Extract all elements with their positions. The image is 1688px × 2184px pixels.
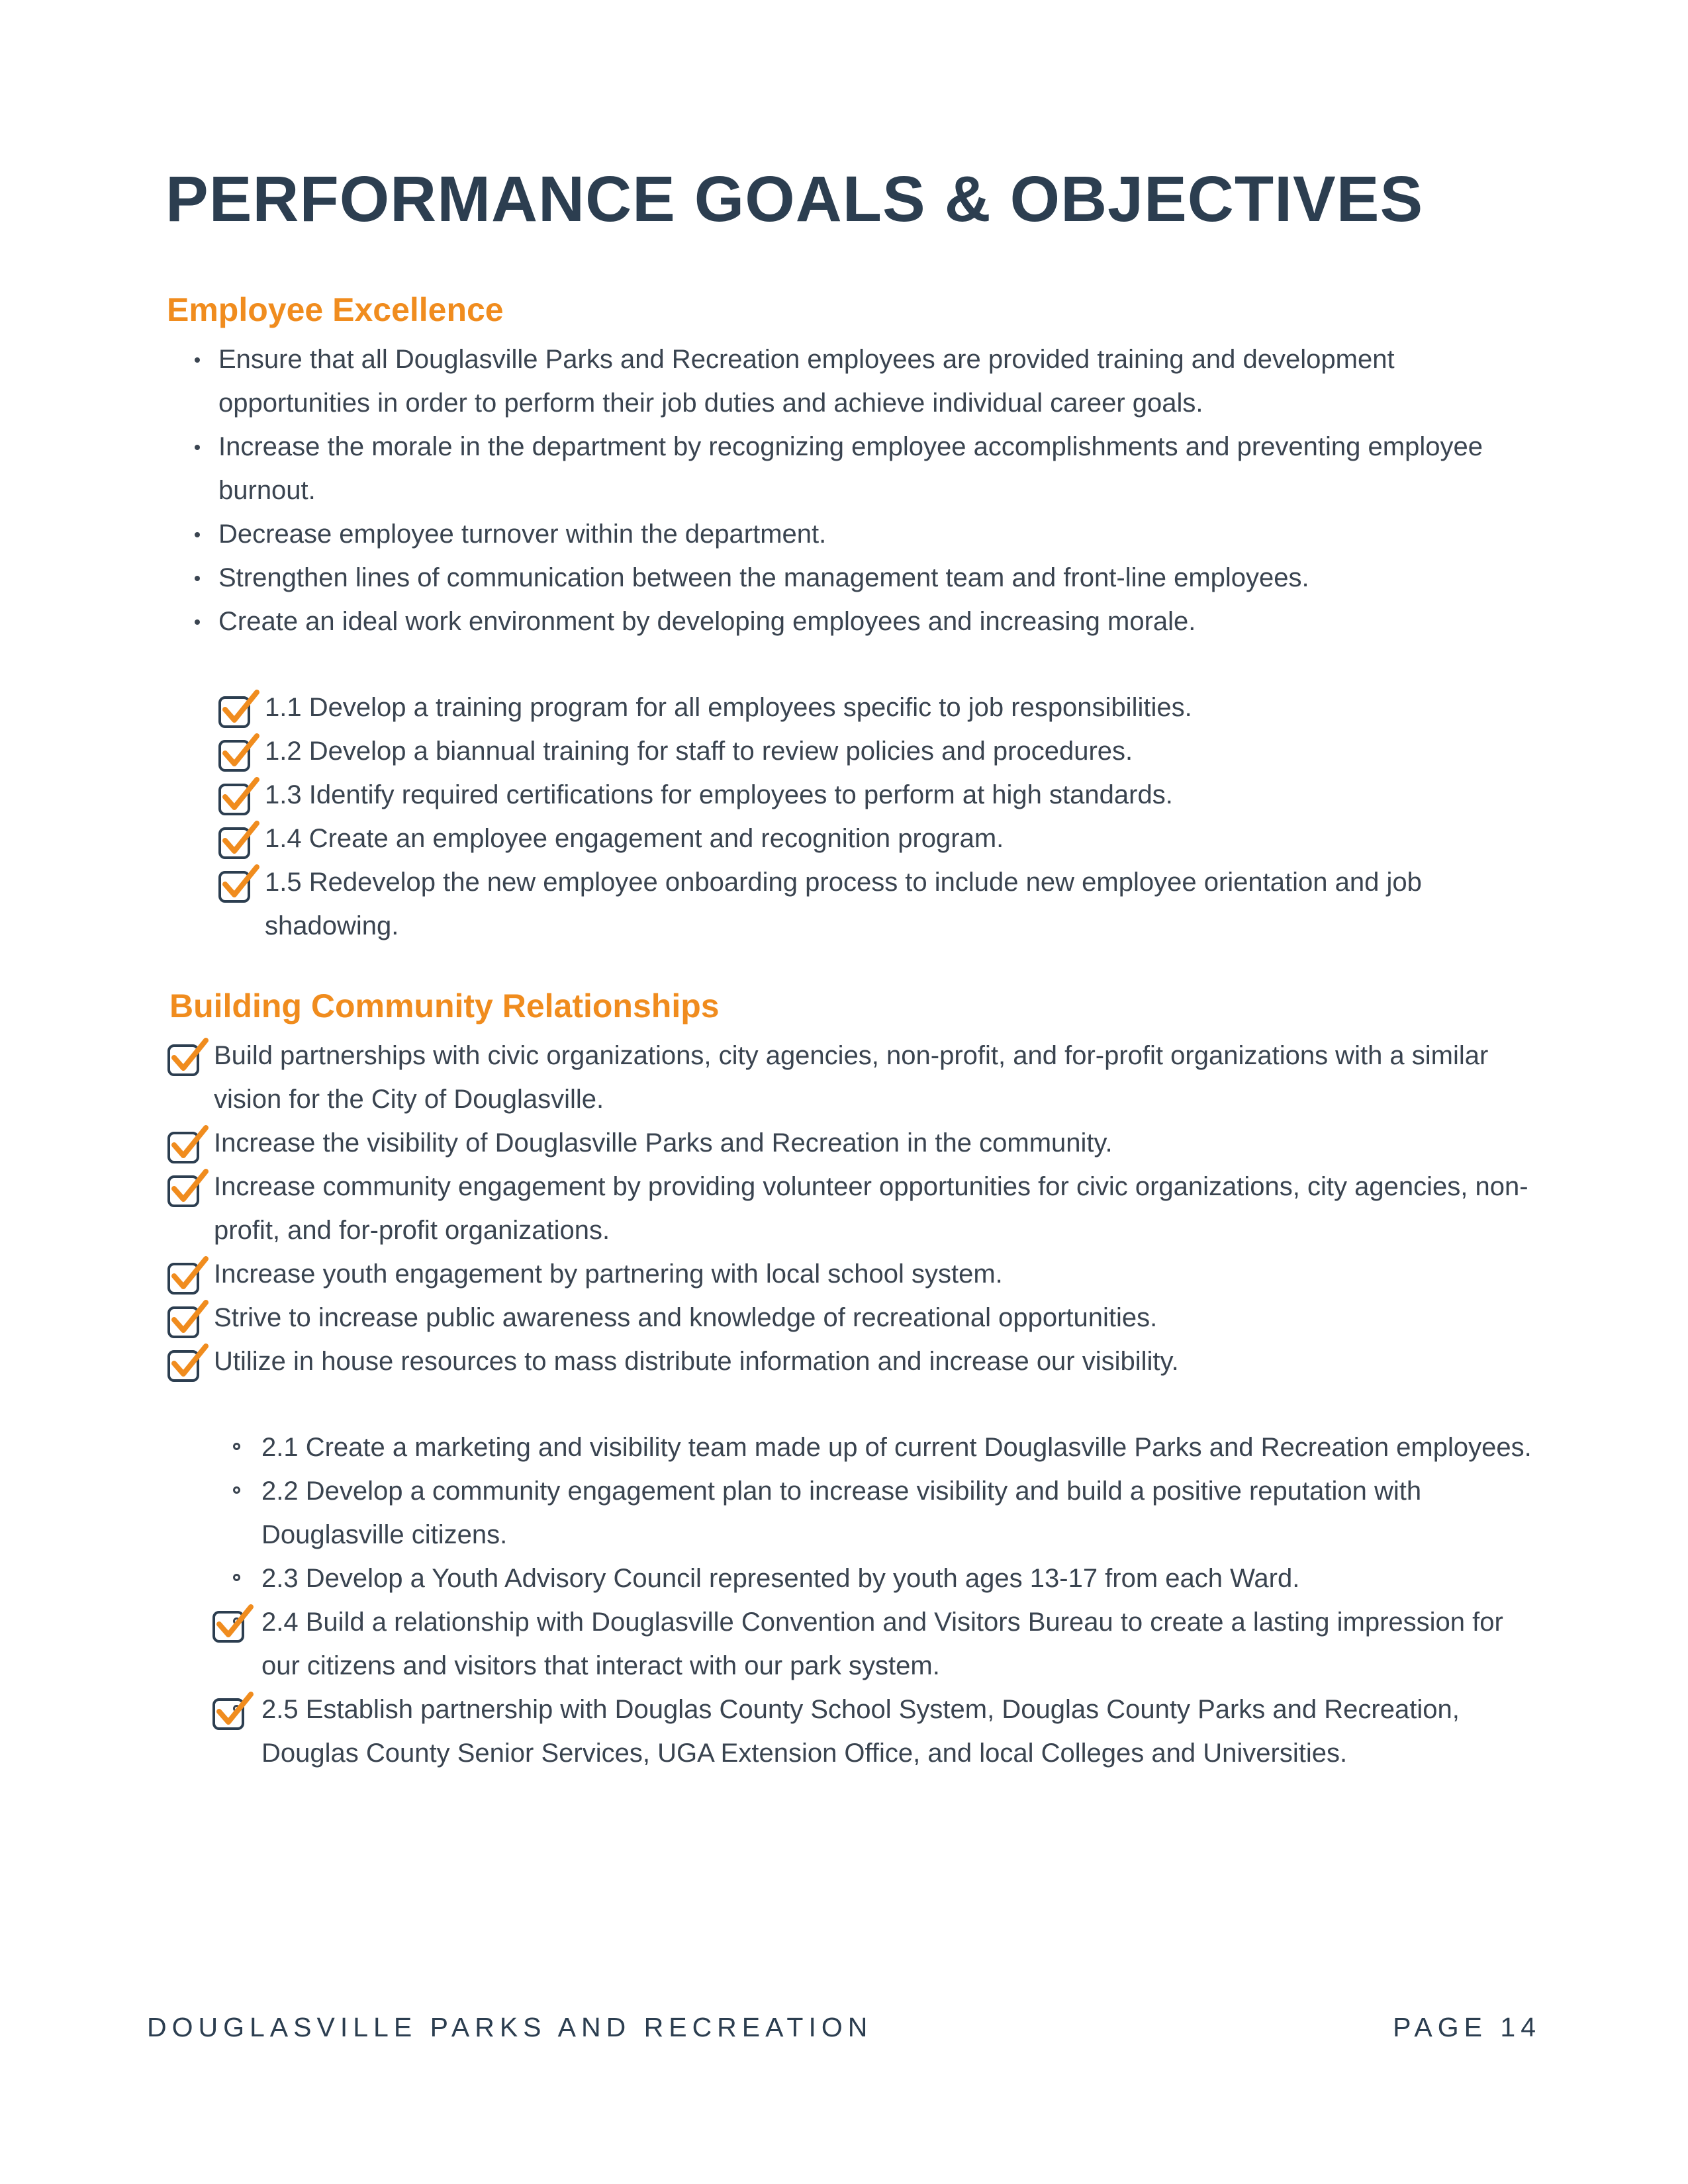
goal-item [214,1165,1531,1252]
checked-box-icon [217,821,261,860]
community-relationships-goals [214,1034,1531,1383]
list-item: Decrease employee turnover within the department. [218,512,1536,556]
goal-text: Increase youth engagement by partnering with local school system. [214,1259,1003,1289]
objective-item [261,1426,1532,1469]
checked-box-icon [166,1169,210,1208]
objective-text: 2.2 Develop a community engagement plan to increase visibility and build a positive reputation with Douglasville citizens. [261,1477,1422,1549]
checked-box-icon [211,1604,255,1644]
goal-item [214,1296,1531,1340]
goal-text: Utilize in house resources to mass distribute information and increase our visibility. [214,1347,1179,1376]
section-heading-employee-excellence: Employee Excellence [167,291,504,328]
objective-text: 2.4 Build a relationship with Douglasville Convention and Visitors Bureau to create a lasting impression for our citizens and visitors that interact with our park system. [261,1608,1503,1680]
checked-box-icon [166,1300,210,1340]
list-item: Increase the morale in the department by recognizing employee accomplishments and preventing employee burnout. [218,425,1536,512]
goal-text: Increase the visibility of Douglasville Parks and Recreation in the community. [214,1128,1113,1158]
checked-box-icon [217,864,261,904]
list-item: Create an ideal work environment by developing employees and increasing morale. [218,600,1536,643]
employee-excellence-objectives [265,686,1536,948]
objective-text: 1.4 Create an employee engagement and recognition program. [265,824,1004,853]
objective-text: 1.1 Develop a training program for all employees specific to job responsibilities. [265,693,1192,722]
employee-excellence-goals [218,338,1536,643]
objective-item [261,1469,1532,1557]
objective-item [261,1688,1532,1775]
objective-item [265,686,1536,729]
checked-box-icon [217,777,261,817]
footer-organization: DOUGLASVILLE PARKS AND RECREATION [147,2012,873,2042]
footer-page-number: PAGE 14 [1393,2012,1541,2042]
checked-box-icon [166,1256,210,1296]
objective-item [265,817,1536,860]
checked-box-icon [166,1038,210,1077]
list-item: Ensure that all Douglasville Parks and Recreation employees are provided training and development opportunities in order to perform their job duties and achieve individual career goals. [218,338,1536,425]
goal-text: Build partnerships with civic organizations, city agencies, non-profit, and for-profit organizations with a similar vision for the City of Douglasville. [214,1041,1489,1114]
objective-text: 1.2 Develop a biannual training for staff to review policies and procedures. [265,737,1133,766]
checked-box-icon [166,1343,210,1383]
objective-item [261,1557,1532,1600]
objective-item [265,773,1536,817]
goal-text: Increase community engagement by providing volunteer opportunities for civic organizations, city agencies, non-profit, and for-profit organizations. [214,1172,1528,1245]
checked-box-icon [217,733,261,773]
community-relationships-objectives [261,1426,1532,1775]
checked-box-icon [166,1125,210,1165]
objective-item [265,860,1536,948]
goal-item [214,1340,1531,1383]
objective-item [265,729,1536,773]
objective-text: 2.3 Develop a Youth Advisory Council represented by youth ages 13-17 from each Ward. [261,1564,1300,1593]
goal-item [214,1252,1531,1296]
list-item: Strengthen lines of communication between the management team and front-line employees. [218,556,1536,600]
goal-text: Strive to increase public awareness and knowledge of recreational opportunities. [214,1303,1158,1332]
checked-box-icon [217,690,261,729]
objective-text: 2.1 Create a marketing and visibility team made up of current Douglasville Parks and Recreation employees. [261,1433,1532,1462]
section-heading-building-community-relationships: Building Community Relationships [169,987,720,1024]
checked-box-icon [211,1692,255,1731]
objective-text: 1.5 Redevelop the new employee onboarding process to include new employee orientation and job shadowing. [265,868,1422,940]
goal-item [214,1121,1531,1165]
objective-text: 1.3 Identify required certifications for employees to perform at high standards. [265,780,1173,809]
goal-item [214,1034,1531,1121]
objective-item [261,1600,1532,1688]
page-title: PERFORMANCE GOALS & OBJECTIVES [165,163,1424,235]
objective-text: 2.5 Establish partnership with Douglas County School System, Douglas County Parks and Recreation, Douglas County Senior Services, UGA Extension Office, and local Colleges and Universities. [261,1695,1460,1768]
